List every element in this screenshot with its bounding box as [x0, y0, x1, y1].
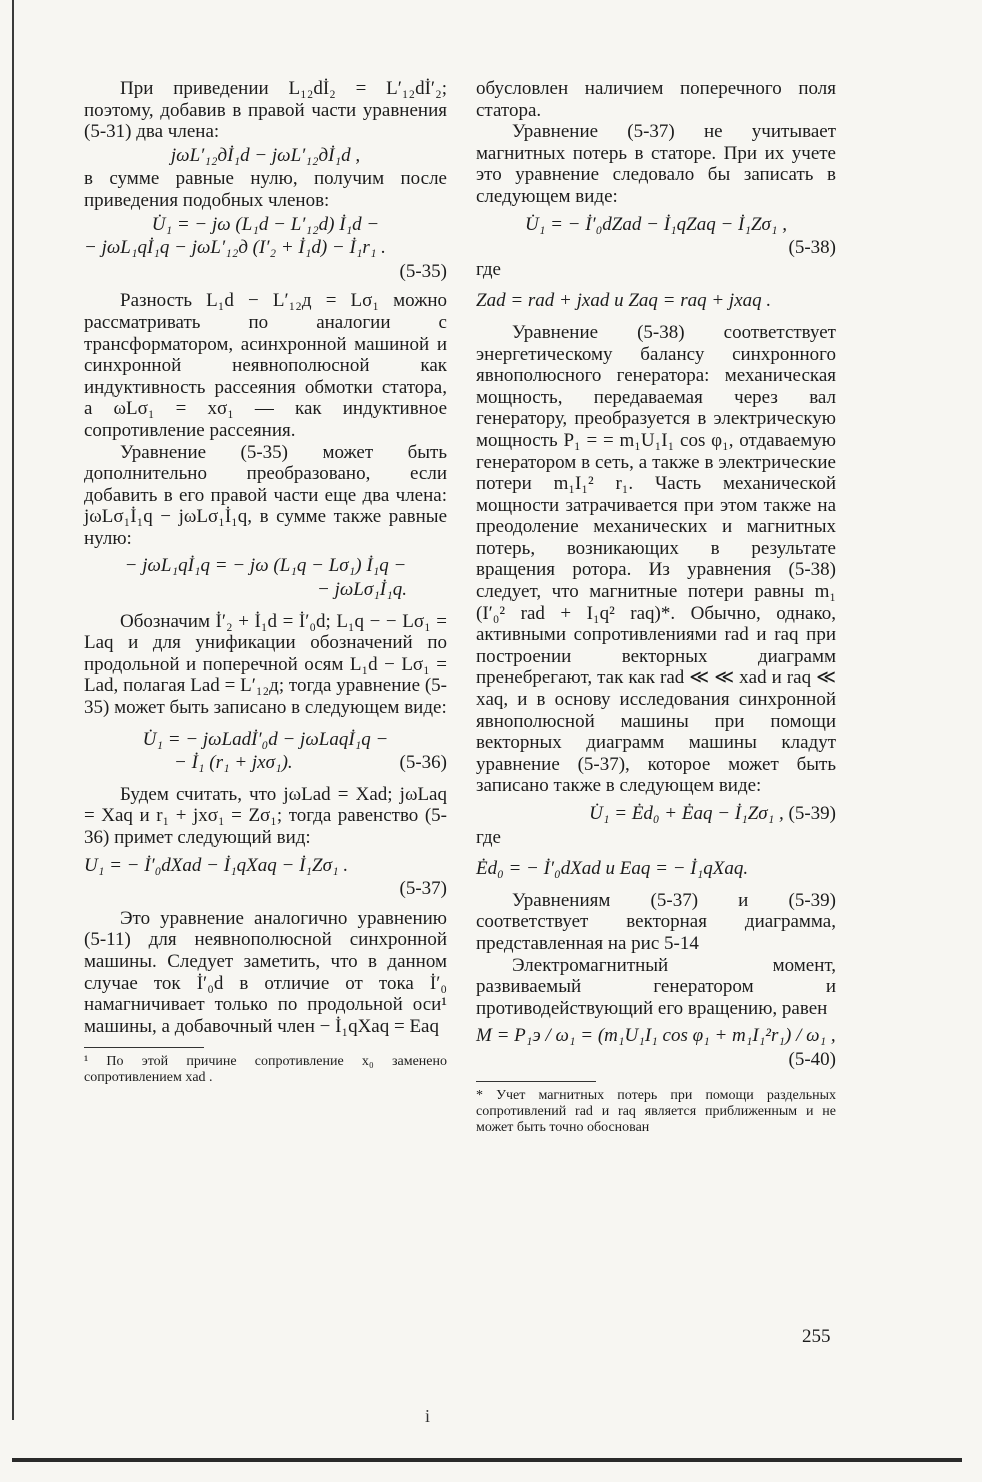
scan-edge-bottom: [12, 1458, 962, 1462]
equation-number: (5-40): [788, 1048, 836, 1070]
equation: jωL′₁₂дİ₁d − jωL′₁₂дİ₁d ,: [170, 144, 361, 166]
paragraph: Это уравнение аналогично уравнению (5-11) для неявнополюсной синхронной машины. Следует заметить, что в данном случае ток İ′₀d в отличие от тока İ′₀ намагничивает только по продольной оси¹ машины, а добавочный член − İ₁qXaq = Eaq: [84, 907, 447, 1037]
equation: − jωLσ₁İ₁q.: [317, 579, 407, 601]
left-column: [84, 78, 447, 1086]
paragraph: Уравнение (5-38) соответствует энергетическому балансу синхронного явнополюсного генератора: механическая мощность, передаваемая через вал генератору, преобразуется в электрическую мощность P₁ = = m₁U₁I₁ cos φ₁, отдаваемую генератором в сеть, а также в электрические потери m₁I₁² r₁. Часть механической мощности затрачивается при этом также на преодоление механических и магнитных потерь, возникающих в результате вращения ротора. Из уравнения (5-38) следует, что магнитные потери равны m₁ (I′₀² rad + I₁q² raq)*. Обычно, однако, активными сопротивлениями rad и raq при построении векторных диаграмм пренебрегают, так как rad ≪ ≪ xad и raq ≪ xaq, и в основу исследования синхронной явнополюсной машины при помощи векторных диаграмм машины кладут уравнение (5-37), которое может быть записано также в следующем виде:: [476, 321, 836, 797]
footnote: ¹ По этой причине сопротивление x₀ заменено сопротивлением xad .: [84, 1054, 447, 1086]
equation: M = P₁э / ω₁ = (m₁U₁I₁ cos φ₁ + m₁I₁²r₁) / ω₁ ,: [476, 1025, 836, 1047]
equation: U̇₁ = − jωLadİ′₀d − jωLaqİ₁q −: [142, 728, 389, 750]
paragraph: Будем считать, что jωLad = Xad; jωLaq = Xaq и r₁ + jxσ₁ = Zσ₁; тогда равенство (5-36) примет следующий вид:: [84, 783, 447, 848]
paragraph: Уравнение (5-35) может быть дополнительно преобразовано, если добавить в его правой части еще два члена: jωLσ₁İ₁q − jωLσ₁İ₁q, в сумме также равные нулю:: [84, 441, 447, 549]
scan-edge-left: [12, 0, 14, 1420]
equation: Ėd₀ = − İ′₀dXad и Eaq = − İ₁qXaq.: [476, 858, 749, 880]
right-column: [476, 78, 836, 1136]
equation: Zad = rad + jxad и Zaq = raq + jxaq .: [476, 290, 772, 312]
equation: − jωL₁qİ₁q − jωL′₁₂д (I′₂ + İ₁d) − İ₁r₁ .: [84, 237, 386, 259]
equation-number: (5-39): [788, 803, 836, 824]
page-number: 255: [802, 1326, 831, 1347]
equation: U̇₁ = − İ′₀dZad − İ₁qZaq − İ₁Zσ₁ ,: [525, 213, 787, 235]
paragraph: Обозначим İ′₂ + İ₁d = İ′₀d; L₁q − − Lσ₁ = Laq и для унификации обозначений по продольной и поперечной осям L₁d − Lσ₁ = Lad, полагая Lad = L′₁₂д; тогда уравнение (5-35) может быть записано в следующем виде:: [84, 610, 447, 719]
footnote-rule: [476, 1081, 596, 1082]
paragraph: обусловлен наличием поперечного поля статора.: [476, 78, 836, 121]
footnote-rule: [84, 1047, 204, 1048]
equation: − jωL₁qİ₁q = − jω (L₁q − Lσ₁) İ₁q −: [124, 555, 407, 577]
equation-number: (5-36): [399, 752, 447, 774]
equation: U̇₁ = − jω (L₁d − L′₁₂d) İ₁d −: [151, 213, 380, 235]
paragraph: Уравнениям (5-37) и (5-39) соответствует векторная диаграмма, представленная на рис 5-14: [476, 889, 836, 954]
paragraph: При приведении L₁₂dİ₂ = L′₁₂dİ′₂; поэтому, добавив в правой части уравнения (5-31) два члена:: [84, 78, 447, 143]
paragraph: Электромагнитный момент, развиваемый генератором и противодействующий его вращению, равен: [476, 954, 836, 1019]
equation-number: (5-38): [788, 237, 836, 259]
equation: U̇₁ = Ėd₀ + Ėaq − İ₁Zσ₁ ,: [589, 803, 784, 824]
equation: U₁ = − İ′₀dXad − İ₁qXaq − İ₁Zσ₁ .: [84, 854, 349, 876]
paragraph: в сумме равные нулю, получим после приведения подобных членов:: [84, 168, 447, 211]
equation: − İ₁ (r₁ + jxσ₁).: [174, 752, 293, 774]
bottom-mark: i: [425, 1406, 431, 1426]
equation-number: (5-37): [399, 878, 447, 900]
where-label: где: [476, 826, 501, 848]
where-label: где: [476, 258, 501, 280]
paragraph: Уравнение (5-37) не учитывает магнитных потерь в статоре. При их учете это уравнение следовало бы записать в следующем виде:: [476, 121, 836, 207]
equation-number: (5-35): [399, 260, 447, 282]
paragraph: Разность L₁d − L′₁₂д = Lσ₁ можно рассматривать по аналогии с трансформатором, асинхронной машиной и синхронной неявнополюсной как индуктивность рассеяния обмотки статора, а ωLσ₁ = xσ₁ — как индуктивное сопротивление рассеяния.: [84, 290, 447, 441]
footnote: * Учет магнитных потерь при помощи раздельных сопротивлений rad и raq является приближенным и не может быть точно обоснован: [476, 1087, 836, 1135]
